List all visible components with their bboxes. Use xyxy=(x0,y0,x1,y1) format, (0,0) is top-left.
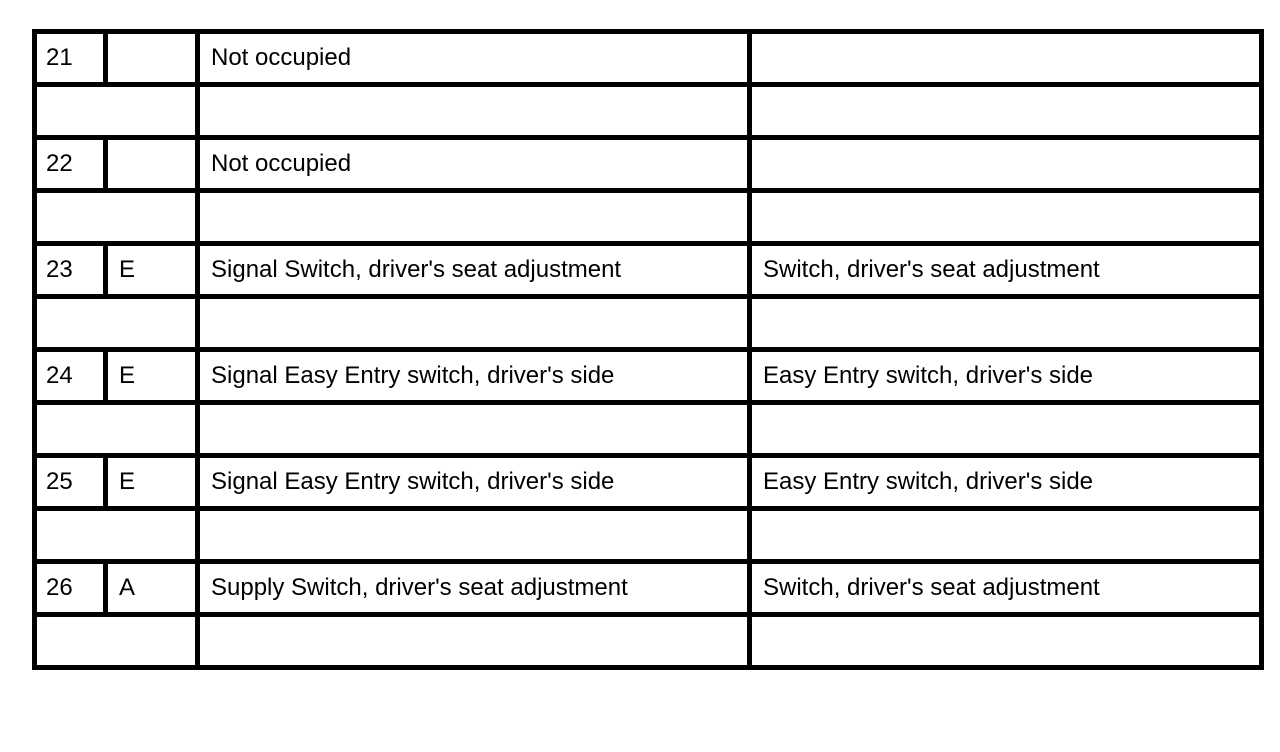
table-row-spacer xyxy=(35,509,1262,562)
description-cell: Not occupied xyxy=(198,32,750,85)
blank-cell xyxy=(750,403,1262,456)
component-cell xyxy=(750,32,1262,85)
blank-cell xyxy=(198,85,750,138)
signal-type-cell: E xyxy=(106,350,198,403)
table-row-spacer xyxy=(35,615,1262,668)
component-cell xyxy=(750,138,1262,191)
pin-number-cell: 22 xyxy=(35,138,106,191)
table-row xyxy=(35,456,1262,509)
blank-cell xyxy=(198,615,750,668)
blank-cell xyxy=(750,191,1262,244)
signal-type-cell: A xyxy=(106,562,198,615)
table-row-spacer xyxy=(35,297,1262,350)
description-cell: Signal Easy Entry switch, driver's side xyxy=(198,456,750,509)
description-cell: Supply Switch, driver's seat adjustment xyxy=(198,562,750,615)
description-cell: Signal Switch, driver's seat adjustment xyxy=(198,244,750,297)
signal-type-cell xyxy=(106,138,198,191)
blank-cell xyxy=(35,191,198,244)
blank-cell xyxy=(198,191,750,244)
table-row-spacer xyxy=(35,403,1262,456)
blank-cell xyxy=(35,85,198,138)
table-row xyxy=(35,350,1262,403)
component-cell: Switch, driver's seat adjustment xyxy=(750,562,1262,615)
pin-number-cell: 23 xyxy=(35,244,106,297)
signal-type-cell: E xyxy=(106,244,198,297)
blank-cell xyxy=(198,509,750,562)
table-row-spacer xyxy=(35,85,1262,138)
signal-type-cell: E xyxy=(106,456,198,509)
pin-number-cell: 24 xyxy=(35,350,106,403)
description-cell: Not occupied xyxy=(198,138,750,191)
table-row xyxy=(35,32,1262,85)
component-cell: Switch, driver's seat adjustment xyxy=(750,244,1262,297)
blank-cell xyxy=(750,615,1262,668)
table-row-spacer xyxy=(35,191,1262,244)
pin-number-cell: 26 xyxy=(35,562,106,615)
table-row xyxy=(35,244,1262,297)
blank-cell xyxy=(198,403,750,456)
blank-cell xyxy=(35,509,198,562)
blank-cell xyxy=(750,509,1262,562)
table-row xyxy=(35,138,1262,191)
component-cell: Easy Entry switch, driver's side xyxy=(750,456,1262,509)
blank-cell xyxy=(198,297,750,350)
blank-cell xyxy=(750,85,1262,138)
component-cell: Easy Entry switch, driver's side xyxy=(750,350,1262,403)
blank-cell xyxy=(35,403,198,456)
pin-number-cell: 21 xyxy=(35,32,106,85)
blank-cell xyxy=(750,297,1262,350)
pin-assignment-table xyxy=(32,29,1264,670)
pin-number-cell: 25 xyxy=(35,456,106,509)
blank-cell xyxy=(35,297,198,350)
signal-type-cell xyxy=(106,32,198,85)
table-row xyxy=(35,562,1262,615)
description-cell: Signal Easy Entry switch, driver's side xyxy=(198,350,750,403)
blank-cell xyxy=(35,615,198,668)
